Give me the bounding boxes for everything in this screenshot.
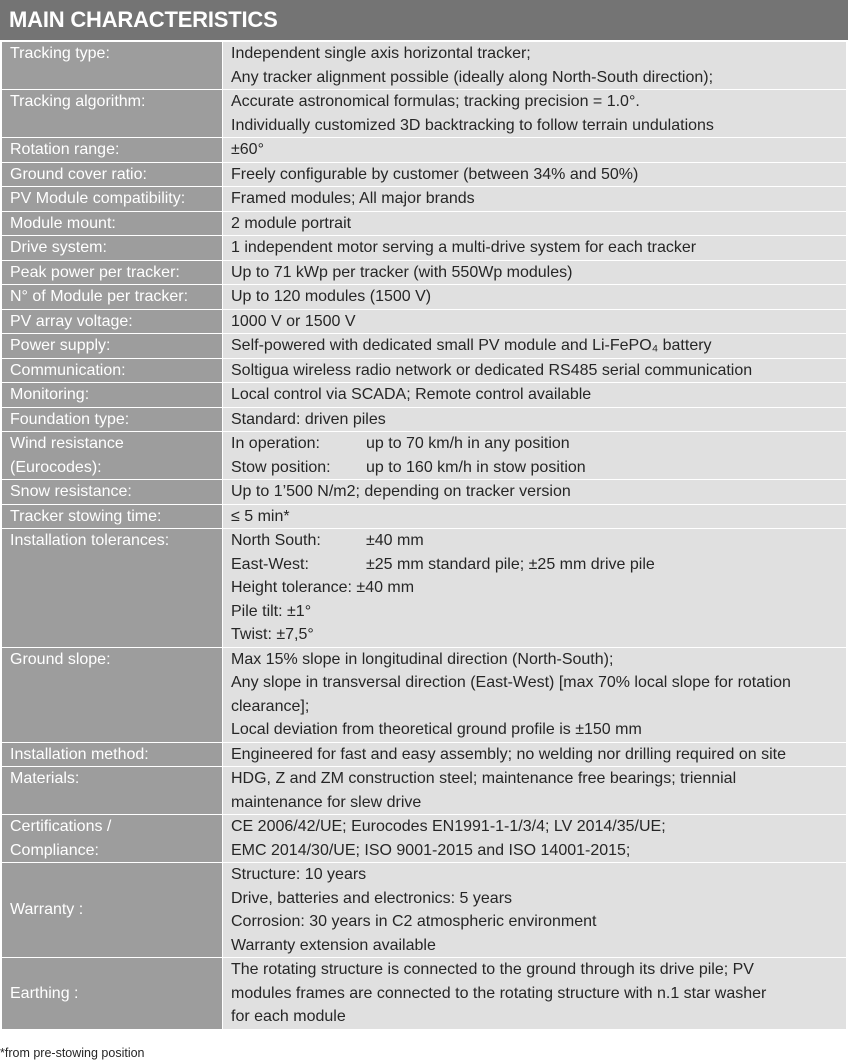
value-line: Engineered for fast and easy assembly; no welding nor drilling required on site (231, 745, 786, 763)
table-row (2, 90, 847, 138)
value-line: Soltigua wireless radio network or dedicated RS485 serial communication (231, 361, 753, 379)
row-value (223, 432, 847, 480)
table-row (2, 358, 847, 383)
value-line: Warranty extension available (231, 936, 436, 954)
value-line: Any slope in transversal direction (East-West) [max 70% local slope for rotation (231, 674, 791, 691)
value-pair-key: In operation: (231, 435, 320, 452)
table-row (2, 647, 847, 742)
row-label: Ground cover ratio: (2, 162, 223, 187)
row-value (223, 187, 847, 212)
value-line: Accurate astronomical formulas; tracking precision = 1.0°. (231, 93, 640, 110)
table-row (2, 260, 847, 285)
table-row (2, 863, 847, 958)
row-label (2, 432, 223, 480)
row-value (223, 958, 847, 1030)
row-label: Earthing : (2, 958, 223, 1030)
value-line: The rotating structure is connected to the ground through its drive pile; PV (231, 961, 754, 978)
row-value (223, 162, 847, 187)
table-row (2, 529, 847, 648)
row-value (223, 309, 847, 334)
table-row (2, 958, 847, 1030)
table-row (2, 42, 847, 90)
row-label: Monitoring: (2, 383, 223, 408)
value-line: for each module (231, 1008, 346, 1025)
value-line: Any tracker alignment possible (ideally along North-South direction); (231, 68, 714, 86)
row-value (223, 42, 847, 90)
row-value (223, 767, 847, 815)
value-line: 1000 V or 1500 V (231, 312, 356, 330)
value-line: CE 2006/42/UE; Eurocodes EN1991-1-1/3/4; LV 2014/35/UE; (231, 818, 666, 835)
row-value (223, 285, 847, 310)
value-line: 2 module portrait (231, 214, 352, 232)
row-value (223, 260, 847, 285)
value-line: Height tolerance: ±40 mm (231, 579, 415, 596)
value-line: Standard: driven piles (231, 410, 386, 428)
value-line: EMC 2014/30/UE; ISO 9001-2015 and ISO 14001-2015; (231, 841, 631, 859)
value-line: Twist: ±7,5° (231, 626, 314, 643)
value-line: Local control via SCADA; Remote control available (231, 386, 592, 403)
row-label: Module mount: (2, 211, 223, 236)
row-value (223, 815, 847, 863)
row-label-line: (Eurocodes): (10, 458, 102, 476)
value-line: Individually customized 3D backtracking to follow terrain undulations (231, 116, 714, 134)
row-value (223, 504, 847, 529)
row-label: Ground slope: (2, 647, 223, 742)
table-row (2, 309, 847, 334)
row-label: Snow resistance: (2, 480, 223, 505)
row-value (223, 647, 847, 742)
page-title: MAIN CHARACTERISTICS (0, 0, 848, 40)
value-line: Drive, batteries and electronics: 5 years (231, 889, 513, 907)
table-row (2, 767, 847, 815)
value-line: HDG, Z and ZM construction steel; maintenance free bearings; triennial (231, 770, 737, 787)
table-row (2, 162, 847, 187)
value-pair (231, 432, 838, 456)
value-line: Freely configurable by customer (between 34% and 50%) (231, 165, 639, 183)
row-label: N° of Module per tracker: (2, 285, 223, 310)
table-row (2, 236, 847, 261)
table-row (2, 432, 847, 480)
value-pair-value: ±40 mm (366, 532, 424, 549)
characteristics-table (1, 41, 847, 1030)
value-line: maintenance for slew drive (231, 793, 422, 811)
value-line: Local deviation from theoretical ground profile is ±150 mm (231, 721, 642, 738)
value-line: Framed modules; All major brands (231, 190, 475, 207)
row-label: Peak power per tracker: (2, 260, 223, 285)
characteristics-table-body (2, 42, 847, 1030)
value-line: Structure: 10 years (231, 866, 367, 883)
row-value (223, 480, 847, 505)
value-line: Up to 1’500 N/m2; depending on tracker version (231, 483, 571, 500)
value-line: modules frames are connected to the rotating structure with n.1 star washer (231, 984, 767, 1002)
row-value (223, 236, 847, 261)
table-row (2, 815, 847, 863)
table-row (2, 504, 847, 529)
row-label-line: Compliance: (10, 841, 99, 859)
value-line: Corrosion: 30 years in C2 atmospheric environment (231, 913, 597, 930)
row-value (223, 529, 847, 648)
table-row (2, 480, 847, 505)
value-pair-key: Stow position: (231, 458, 331, 476)
row-label: Installation method: (2, 742, 223, 767)
row-label-line: Certifications / (10, 818, 112, 835)
row-value (223, 334, 847, 359)
value-line: ±60° (231, 141, 264, 158)
value-pair-key: East-West: (231, 555, 309, 573)
value-line: Up to 71 kWp per tracker (with 550Wp modules) (231, 263, 573, 281)
row-label (2, 815, 223, 863)
row-value (223, 407, 847, 432)
row-label: Installation tolerances: (2, 529, 223, 648)
row-label: Power supply: (2, 334, 223, 359)
value-pair-key: North South: (231, 532, 321, 549)
value-pair-value: ±25 mm standard pile; ±25 mm drive pile (366, 555, 655, 573)
value-line: Max 15% slope in longitudinal direction (North-South); (231, 650, 614, 668)
row-label: Tracking type: (2, 42, 223, 90)
row-value (223, 211, 847, 236)
value-line: clearance]; (231, 697, 310, 715)
row-label: Tracker stowing time: (2, 504, 223, 529)
row-label: PV array voltage: (2, 309, 223, 334)
row-value (223, 358, 847, 383)
footnote: *from pre-stowing position (0, 1046, 145, 1060)
row-label: Warranty : (2, 863, 223, 958)
row-value (223, 863, 847, 958)
row-value (223, 742, 847, 767)
value-pair (231, 529, 838, 553)
table-row (2, 383, 847, 408)
value-pair (231, 553, 838, 577)
table-row (2, 742, 847, 767)
table-row (2, 285, 847, 310)
row-label: Foundation type: (2, 407, 223, 432)
table-row (2, 211, 847, 236)
row-label: Tracking algorithm: (2, 90, 223, 138)
row-label: Communication: (2, 358, 223, 383)
value-pair-value: up to 70 km/h in any position (366, 435, 570, 452)
row-value (223, 90, 847, 138)
table-row (2, 334, 847, 359)
row-label: Materials: (2, 767, 223, 815)
row-value (223, 383, 847, 408)
value-line: 1 independent motor serving a multi-drive system for each tracker (231, 239, 697, 256)
value-pair-value: up to 160 km/h in stow position (366, 458, 586, 476)
table-row (2, 138, 847, 163)
row-value (223, 138, 847, 163)
value-line: Self-powered with dedicated small PV module and Li-FePO₄ battery (231, 337, 712, 354)
row-label: Rotation range: (2, 138, 223, 163)
value-line: Pile tilt: ±1° (231, 602, 312, 620)
value-line: ≤ 5 min* (231, 507, 290, 525)
value-pair (231, 456, 838, 480)
value-line: Up to 120 modules (1500 V) (231, 288, 432, 305)
row-label: PV Module compatibility: (2, 187, 223, 212)
row-label-line: Wind resistance (10, 435, 124, 452)
table-row (2, 407, 847, 432)
value-line: Independent single axis horizontal tracker; (231, 45, 531, 62)
row-label: Drive system: (2, 236, 223, 261)
table-row (2, 187, 847, 212)
